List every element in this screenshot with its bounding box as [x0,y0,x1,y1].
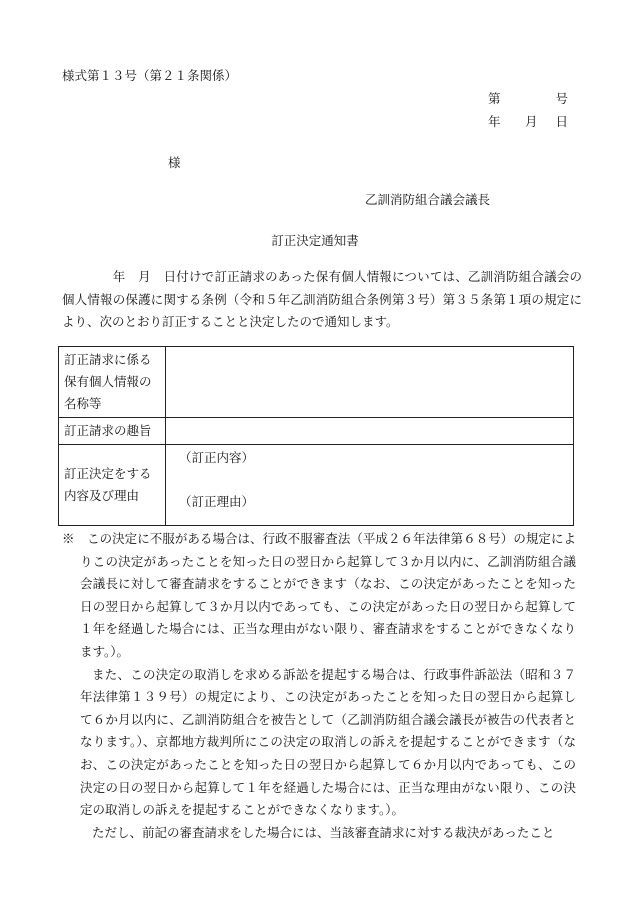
row1-label: 訂正請求に係る保有個人情報の名称等 [59,347,166,418]
date-year: 年 [488,114,501,129]
addressee: 様 [168,155,181,170]
document-title: 訂正決定通知書 [271,233,359,248]
note-paragraph-3: ただし、前記の審査請求をした場合には、当該審査請求に対する裁決があったこと [92,824,555,840]
correction-content-label: （訂正内容） [179,450,255,465]
date-day: 日 [555,114,568,129]
row3-label: 訂正決定をする内容及び理由 [59,445,166,526]
note-paragraph-2: また、この決定の取消しを求める訴訟を提起する場合は、行政事件訴訟法（昭和３７年法律第１３９号）の規定により、この決定があったことを知った日の翌日から起算して６か月以内に、乙訓消防組合を被告として（乙訓消防組合議会議長が被告の代表者となります。）、京都地方裁判所にこの決定の取消しの訴えを提起することができます（なお、この決定があったことを知った日の翌日から起算して６か月以内であっても、この決定の日の翌日から起算して１年を経過した場合には、正当な理由がない限り、この決定の取消しの訴えを提起することができなくなります。）。 [80,666,576,818]
intro-paragraph [62,266,582,334]
note-paragraph-1: ※ この決定に不服がある場合は、行政不服審査法（平成２６年法律第６８号）の規定によりこの決定があったことを知った日の翌日から起算して３か月以内に、乙訓消防組合議会議長に対して審査請求をすることができます（なお、この決定があったことを知った日の翌日から起算して３か月以内であっても、この決定があった日の翌日から起算して１年を経過した場合には、正当な理由がない限り、審査請求をすることができなくなります。）。 [62,531,576,659]
info-table [58,346,574,526]
row3-value [166,445,574,526]
number-prefix: 第 [488,91,501,106]
row2-value [166,418,574,445]
correction-reason-label: （訂正理由） [179,494,255,509]
date-month: 月 [525,114,538,129]
table-row [59,347,574,418]
form-number: 様式第１３号（第２１条関係） [62,68,238,83]
notes [62,528,576,844]
sender: 乙訓消防組合議会議長 [365,192,491,207]
intro-text: 年 月 日付けで訂正請求のあった保有個人情報については、乙訓消防組合議会の個人情報の保護に関する条例（令和５年乙訓消防組合条例第３号）第３５条第１項の規定により、次のとおり訂正することと決定したので通知します。 [62,269,582,329]
table-row [59,418,574,445]
number-suffix: 号 [555,91,568,106]
row2-label: 訂正請求の趣旨 [59,418,166,445]
table-row [59,445,574,526]
row1-value [166,347,574,418]
